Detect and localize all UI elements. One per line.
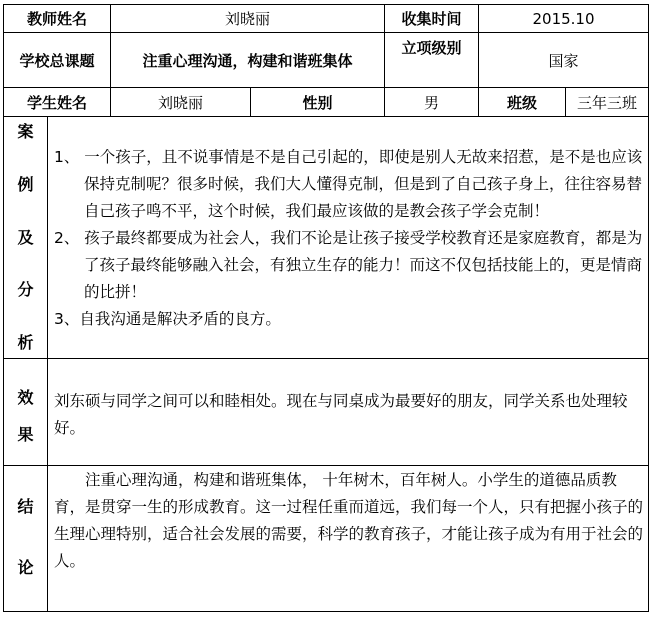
conclusion-label-char: 结 — [17, 497, 34, 516]
teacher-name-label: 教师姓名 — [26, 10, 87, 28]
effect-label-char: 效 — [17, 388, 34, 407]
conclusion-text: 注重心理沟通，构建和谐班集体， 十年树木，百年树人。小学生的道德品质教育，是贯穿一生的形成教育。这一过程任重而道远，我们每一个人，只有把握小孩子的生理心理特别，适合社会发展的需要，科学的教育孩子，才能让孩子成为有用于社会的人。 — [54, 471, 644, 570]
case-analysis-label — [4, 119, 47, 357]
conclusion-label — [4, 494, 47, 578]
project-level-value: 国家 — [548, 51, 579, 70]
gender-label: 性别 — [302, 93, 333, 112]
effect-text: 刘东硕与同学之间可以和睦相处。现在与同桌成为最要好的朋友，同学关系也处理较好。 — [54, 392, 628, 437]
conclusion-label-char: 论 — [17, 558, 34, 577]
class-value: 三年三班 — [576, 93, 637, 112]
grid-line — [648, 4, 649, 612]
grid-line — [47, 116, 48, 612]
case-label-char: 例 — [17, 174, 34, 194]
collect-time-value: 2015.10 — [532, 9, 595, 28]
case-item: 3、自我沟通是解决矛盾的良方。 — [54, 310, 281, 328]
case-analysis-content — [54, 144, 643, 333]
student-name-label: 学生姓名 — [26, 93, 87, 112]
case-label-char: 及 — [17, 227, 34, 247]
case-label-char: 分 — [17, 280, 34, 300]
case-item: 2、 孩子最终都要成为社会人，我们不论是让孩子接受学校教育还是家庭教育，都是为了孩子最终能够融入社会，有独立生存的能力！而这不仅包括技能上的，更是情商的比拼！ — [54, 229, 643, 301]
teacher-name-value: 刘晓丽 — [224, 10, 270, 28]
case-item: 1、 一个孩子，且不说事情是不是自己引起的，即使是别人无故来招惹，是不是也应该保持克制呢？很多时候，我们大人懂得克制，但是到了自己孩子身上，往往容易替自己孩子鸣不平，这个时候，我们最应该做的是教会孩子学会克制！ — [54, 148, 643, 220]
grid-line — [3, 611, 649, 612]
case-label-char: 析 — [17, 333, 34, 352]
student-name-value: 刘晓丽 — [157, 93, 203, 112]
conclusion-content — [54, 467, 643, 575]
class-label: 班级 — [506, 93, 537, 112]
school-topic-label: 学校总课题 — [19, 51, 95, 70]
effect-content — [54, 388, 643, 442]
collect-time-label: 收集时间 — [401, 10, 462, 28]
school-topic-value: 注重心理沟通，构建和谐班集体 — [142, 51, 353, 70]
project-level-label: 立项级别 — [401, 38, 462, 57]
case-label-char: 案 — [17, 122, 34, 141]
effect-label — [4, 385, 47, 445]
grid-line — [3, 116, 649, 117]
grid-line — [3, 465, 649, 466]
gender-value: 男 — [423, 93, 439, 112]
effect-label-char: 果 — [17, 425, 34, 444]
grid-line — [3, 358, 649, 359]
